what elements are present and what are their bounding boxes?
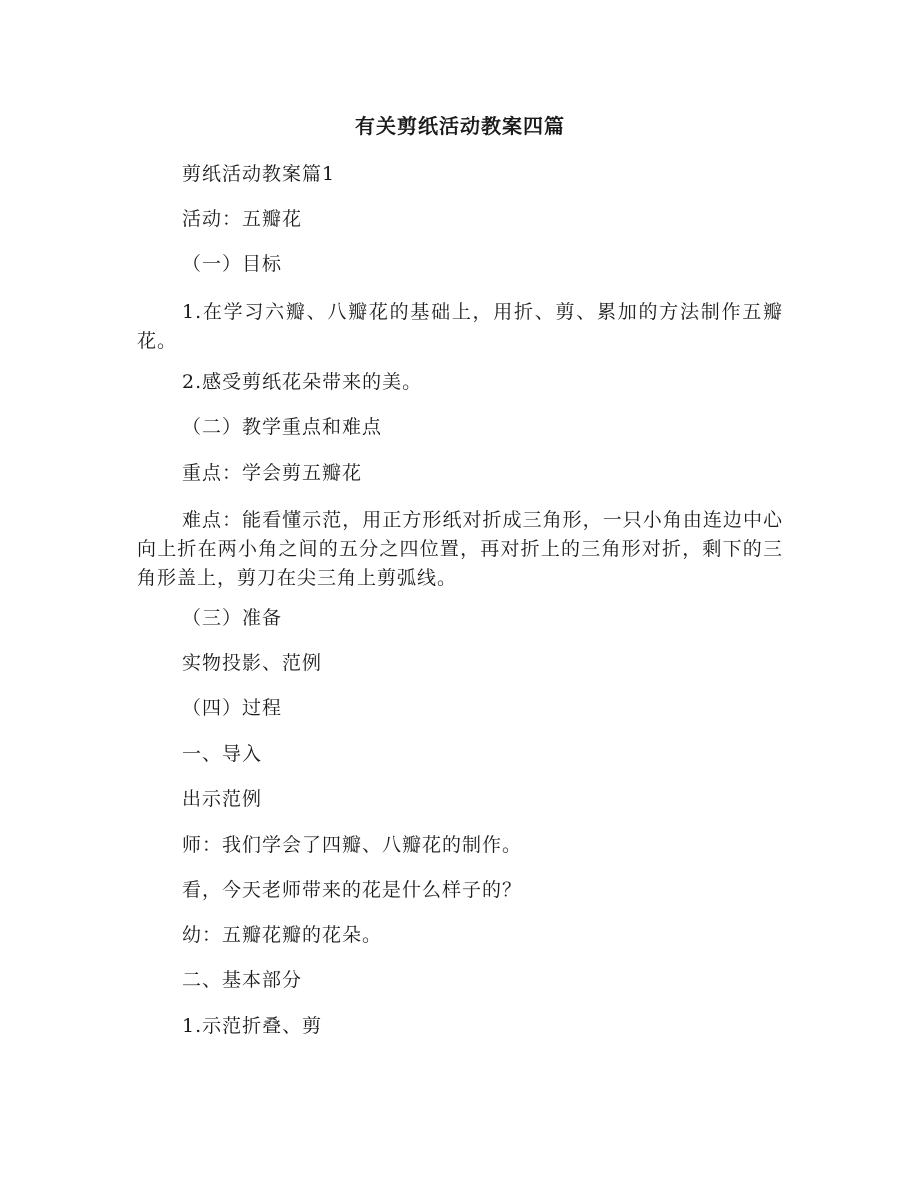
- subheading: （三）准备: [182, 607, 283, 629]
- paragraph: 活动：五瓣花: [182, 208, 303, 230]
- subheading: （二）教学重点和难点: [182, 416, 383, 438]
- paragraph: 幼：五瓣花瓣的花朵。: [182, 924, 383, 946]
- subheading: （一）目标: [182, 253, 283, 275]
- paragraph: 出示范例: [182, 788, 263, 810]
- paragraph: 重点：学会剪五瓣花: [182, 462, 363, 484]
- paragraph: 师：我们学会了四瓣、八瓣花的制作。: [182, 834, 523, 856]
- paragraph: 一、导入: [182, 743, 263, 765]
- paragraph: 二、基本部分: [182, 969, 303, 991]
- paragraph: 难点：能看懂示范，用正方形纸对折成三角形，一只小角由连边中心向上折在两小角之间的五分之四位置，再对折上的三角形对折，剩下的三角形盖上，剪刀在尖三角上剪弧线。: [137, 509, 783, 589]
- paragraph: 1.在学习六瓣、八瓣花的基础上，用折、剪、累加的方法制作五瓣花。: [137, 301, 783, 352]
- paragraph: 实物投影、范例: [182, 652, 323, 674]
- section-heading: 剪纸活动教案篇1: [182, 163, 336, 185]
- subheading: （四）过程: [182, 697, 283, 719]
- paragraph: 1.示范折叠、剪: [182, 1015, 323, 1037]
- paragraph: 2.感受剪纸花朵带来的美。: [182, 371, 423, 393]
- paragraph: 看，今天老师带来的花是什么样子的？: [182, 879, 523, 901]
- document-title: 有关剪纸活动教案四篇: [355, 114, 565, 138]
